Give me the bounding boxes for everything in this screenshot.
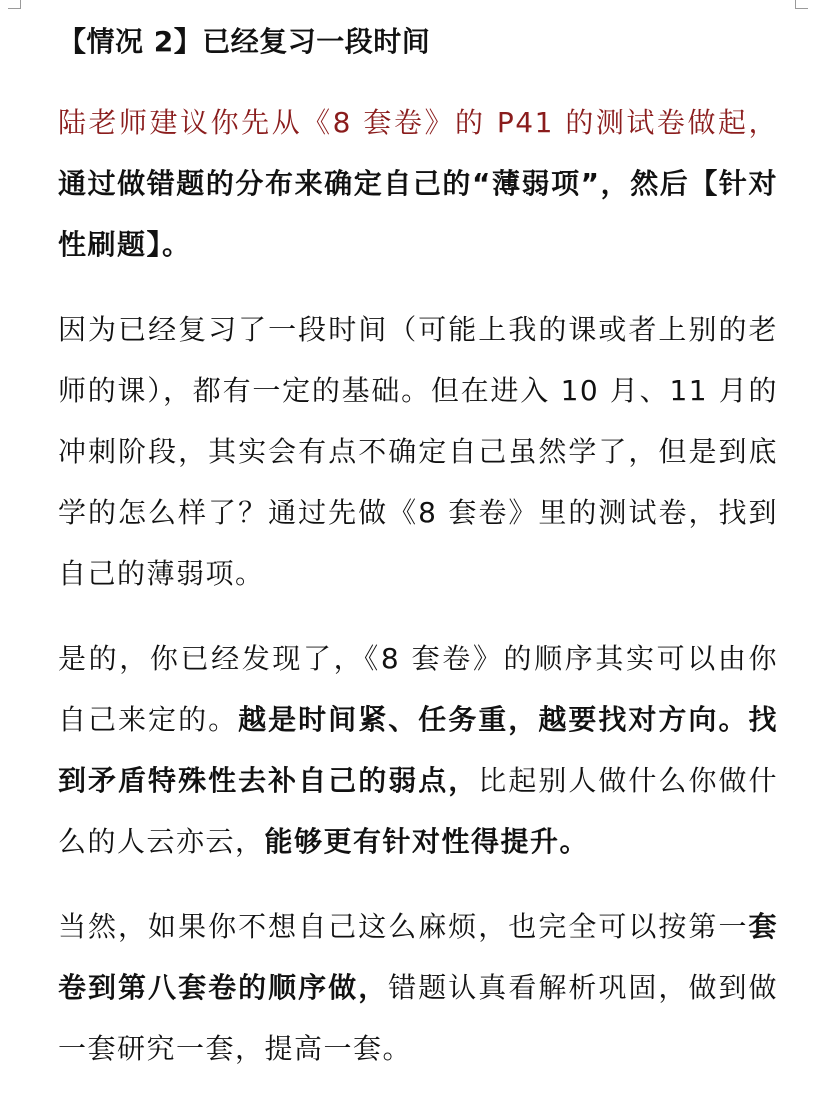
order-text-2: 比起别人做什么你做什么的人云亦云， xyxy=(58,764,778,858)
order-bold-1: 越是时间紧、任务重，越要找对方向。找到矛盾特殊性去补自己的弱点， xyxy=(58,703,778,797)
page-corner-mark-right xyxy=(795,0,808,9)
alternative-text-2: 错题认真看解析巩固，做到做一套研究一套，提高一套。 xyxy=(58,971,778,1065)
paragraph-reason: 因为已经复习了一段时间（可能上我的课或者上别的老师的课），都有一定的基础。但在进入 10 月、11 月的冲刺阶段，其实会有点不确定自己虽然学了，但是到底学的怎么样了？通过先做《8 套卷》里的测试卷，找到自己的薄弱项。 xyxy=(58,313,778,590)
document-page xyxy=(58,20,778,1103)
paragraph-alternative xyxy=(58,896,778,1079)
order-bold-2: 能够更有针对性得提升。 xyxy=(264,825,590,858)
order-text-1: 是的，你已经发现了，《8 套卷》的顺序其实可以由你自己来定的。 xyxy=(58,642,778,736)
alternative-text-1: 当然，如果你不想自己这么麻烦，也完全可以按第一 xyxy=(58,910,749,943)
recommendation-bold-text: 通过做错题的分布来确定自己的“薄弱项”，然后【针对性刷题】。 xyxy=(58,167,778,261)
page-corner-mark-left xyxy=(8,0,21,9)
paragraph-order xyxy=(58,628,778,872)
section-heading: 【情况 2】已经复习一段时间 xyxy=(58,25,431,58)
paragraph-recommendation xyxy=(58,92,778,275)
alternative-bold-1: 套卷到第八套卷的顺序做， xyxy=(58,910,778,1004)
recommendation-red-text: 陆老师建议你先从《8 套卷》的 P41 的测试卷做起， xyxy=(58,106,778,139)
